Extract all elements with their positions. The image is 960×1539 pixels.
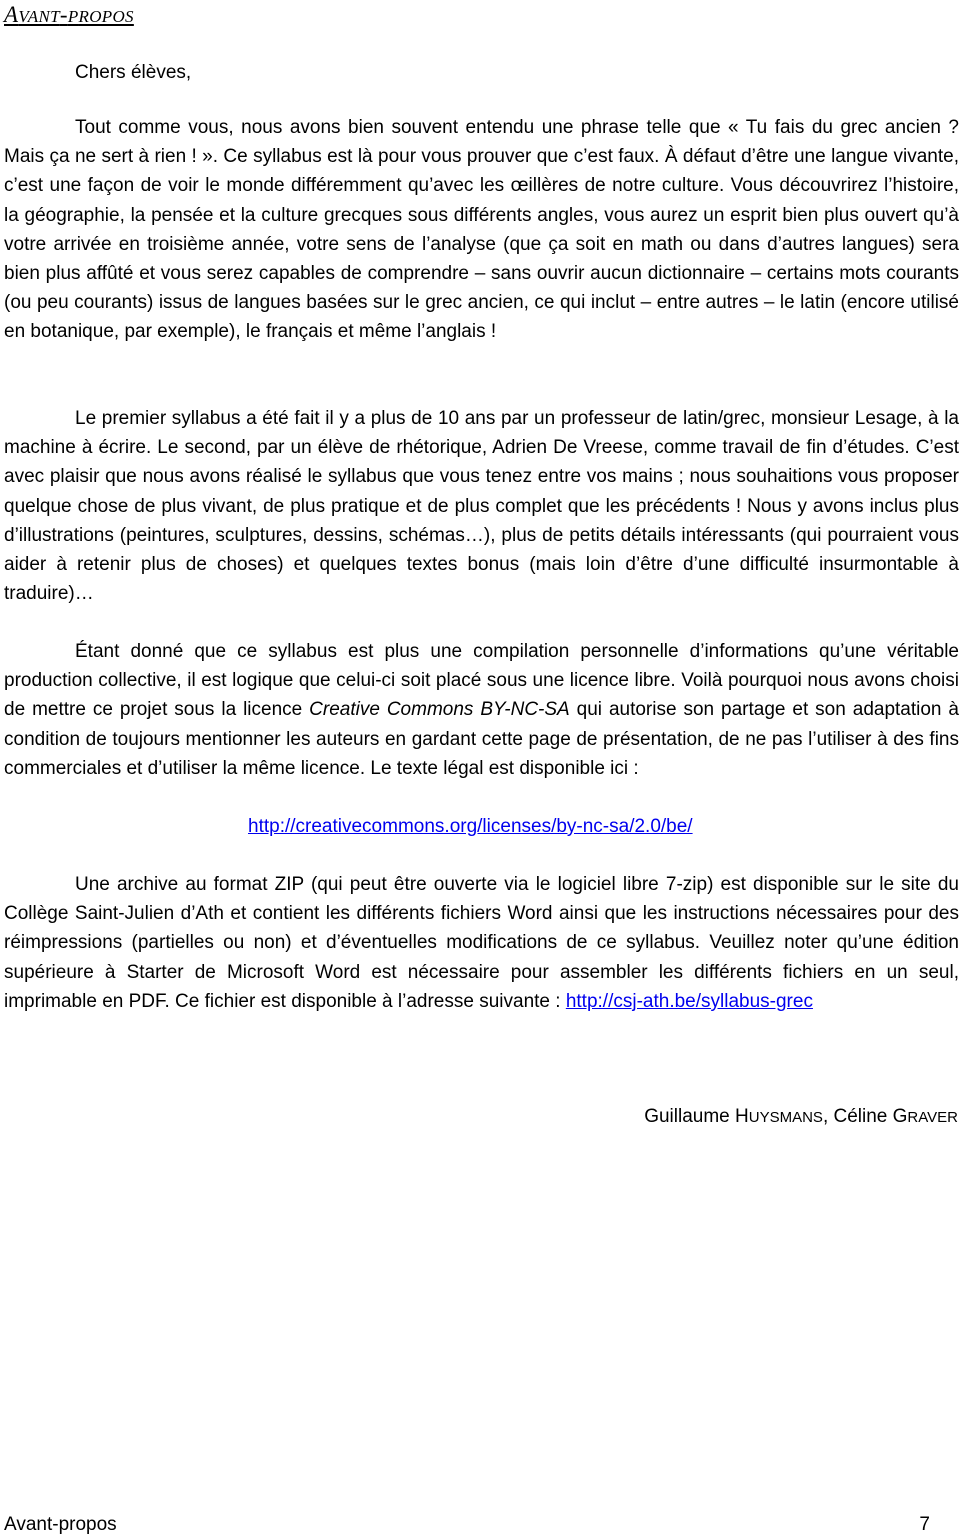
footer-section-label: Avant-propos <box>4 1514 117 1535</box>
salutation: Chers élèves, <box>75 62 192 83</box>
paragraph-2: Le premier syllabus a été fait il y a plus de 10 ans par un professeur de latin/grec, monsieur Lesage, à la machine à écrire. Le second, par un élève de rhétorique, Adrien De Vreese, comme travail de fin d’études. C’est avec plaisir que nous avons réalisé le syllabus que vous tenez entre vos mains ; nous souhaitions vous proposer quelque chose de plus vivant, de plus pratique et de plus complet que les précédents ! Nous y avons inclus plus d’illustrations (peintures, sculptures, dessins, schémas…), plus de petits détails intéressants (qui pourraient vous aider à retenir plus de choses) et quelques textes bonus (mais loin d’être d’une difficulté insurmontable à traduire)… <box>4 408 959 605</box>
license-link-line <box>248 812 693 841</box>
syllabus-link[interactable]: http://csj-ath.be/syllabus-grec <box>565 990 813 1012</box>
paragraph-4: Une archive au format ZIP (qui peut être ouverte via le logiciel libre 7-zip) est disponible sur le site du Collège Saint-Julien d’Ath et contient les différents fichiers Word ainsi que les instructions nécessaires pour des réimpressions (partielles ou non) et d’éventuelles modifications de ce syllabus. Veuillez noter qu’une édition supérieure à Starter de Microsoft Word est nécessaire pour assembler les différents fichiers en un seul, imprimable en PDF. Ce fichier est disponible à l’adresse suivante : http://csj-ath.be/syllabus-grec <box>4 874 959 1012</box>
license-link[interactable]: http://creativecommons.org/licenses/by-nc-sa/2.0/be/ <box>248 816 693 837</box>
footer-page-number: 7 <box>919 1514 930 1535</box>
paragraph-3: Étant donné que ce syllabus est plus une compilation personnelle d’informations qu’une véritable production collective, il est logique que celui-ci soit placé sous une licence libre. Voilà pourquoi nous avons choisi de mettre ce projet sous la licence Creative Commons BY-NC-SA qui autorise son partage et son adaptation à condition de toujours mentionner les auteurs en gardant cette page de présentation, de ne pas l’utiliser à des fins commerciales et d’utiliser la même licence. Le texte légal est disponible ici : <box>4 641 959 779</box>
signature: Guillaume HUYSMANS, Céline GRAVER <box>644 1106 958 1127</box>
license-name: Creative Commons BY-NC-SA <box>309 699 570 721</box>
page-title: AVANT-PROPOS <box>4 2 134 27</box>
paragraph-1: Tout comme vous, nous avons bien souvent entendu une phrase telle que « Tu fais du grec ancien ? Mais ça ne sert à rien ! ». Ce syllabus est là pour vous prouver que c’est faux. À défaut d’être une langue vivante, c’est une façon de voir le monde différemment qu’avec les œillères de notre culture. Vous découvrirez l’histoire, la géographie, la pensée et la culture grecques sous différents angles, vous aurez un esprit bien plus ouvert qu’à votre arrivée en troisième année, votre sens de l’analyse (que ça soit en math ou dans d’autres langues) sera bien plus affûté et vous serez capables de comprendre – sans ouvrir aucun dictionnaire – certains mots courants (ou peu courants) issus de langues basées sur le grec ancien, ce qui inclut – entre autres – le latin (encore utilisé en botanique, par exemple), le français et même l’anglais ! <box>4 117 959 343</box>
